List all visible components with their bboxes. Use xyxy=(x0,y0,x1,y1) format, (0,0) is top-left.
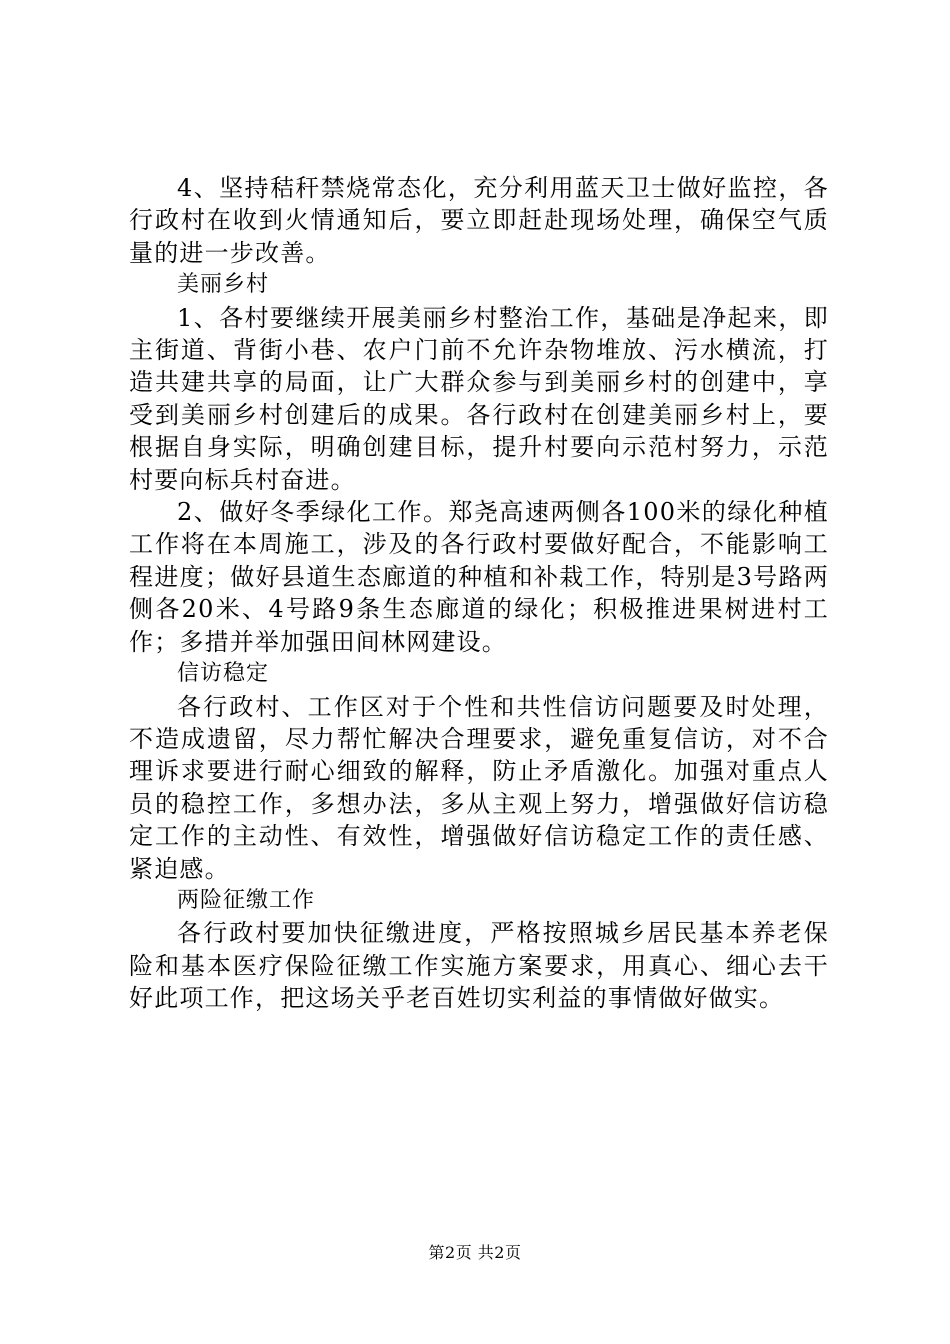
section-heading-beautiful-village: 美丽乡村 xyxy=(177,272,270,298)
paragraph-insurance-collection: 各行政村要加快征缴进度，严格按照城乡居民基本养老保险和基本医疗保险征缴工作实施方案要求，用真心、细心去干好此项工作，把这场关乎老百姓切实利益的事情做好做实。 xyxy=(129,919,829,1013)
paragraph-petition-handling: 各行政村、工作区对于个性和共性信访问题要及时处理，不造成遗留，尽力帮忙解决合理要求，避免重复信访，对不合理诉求要进行耐心细致的解释，防止矛盾激化。加强对重点人员的稳控工作，多想办法，多从主观上努力，增强做好信访稳定工作的主动性、有效性，增强做好信访稳定工作的责任感、紧迫感。 xyxy=(129,692,829,883)
paragraph-straw-burning: 4、坚持秸秆禁烧常态化，充分利用蓝天卫士做好监控，各行政村在收到火情通知后，要立即赶赴现场处理，确保空气质量的进一步改善。 xyxy=(129,174,829,267)
page-number-footer: 第2页 共2页 xyxy=(428,1243,522,1262)
section-heading-petition-stability: 信访稳定 xyxy=(177,661,270,687)
document-body xyxy=(129,172,829,1015)
paragraph-village-renovation: 1、各村要继续开展美丽乡村整治工作，基础是净起来，即主街道、背街小巷、农户门前不允许杂物堆放、污水横流，打造共建共享的局面，让广大群众参与到美丽乡村的创建中，享受到美丽乡村创建后的成果。各行政村在创建美丽乡村上，要根据自身实际，明确创建目标，提升村要向示范村努力，示范村要向标兵村奋进。 xyxy=(129,303,829,494)
section-heading-insurance-collection: 两险征缴工作 xyxy=(177,887,316,913)
paragraph-winter-greening: 2、做好冬季绿化工作。郑尧高速两侧各100米的绿化种植工作将在本周施工，涉及的各行政村要做好配合，不能影响工程进度；做好县道生态廊道的种植和补栽工作，特别是3号路两侧各20米、4号路9条生态廊道的绿化；积极推进果树进村工作；多措并举加强田间林网建设。 xyxy=(129,498,829,656)
